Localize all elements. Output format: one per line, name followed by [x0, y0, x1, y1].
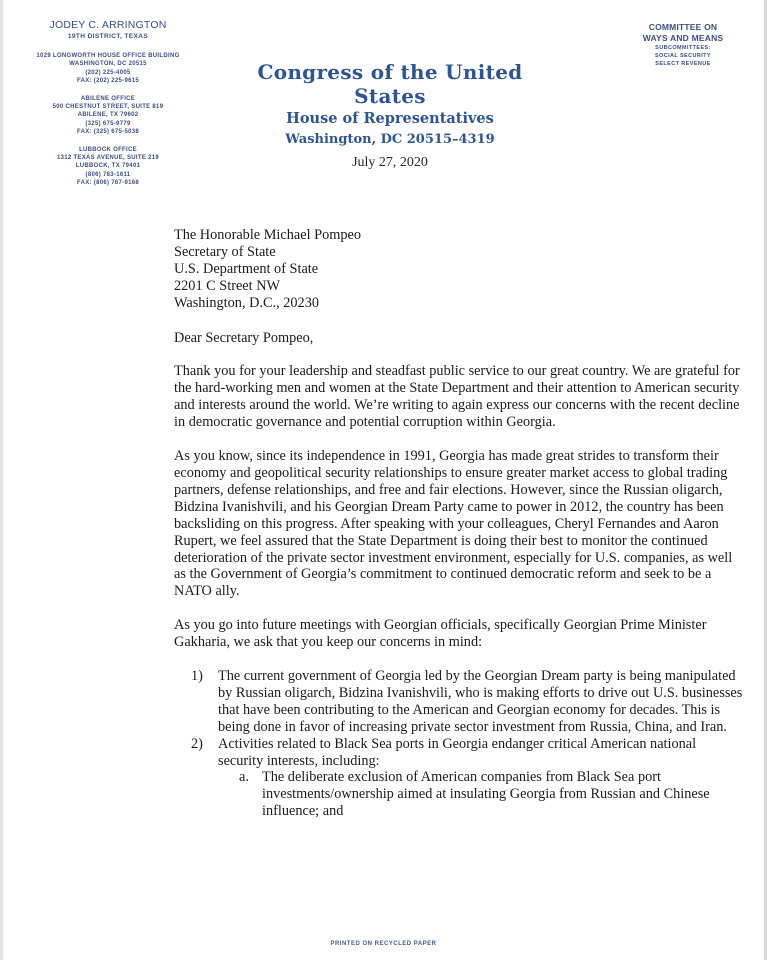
office-line: (806) 763-1611	[85, 171, 131, 178]
office-line: (202) 225-4005	[85, 69, 131, 76]
letter-body	[174, 227, 744, 820]
office-line: 500 CHESTNUT STREET, SUITE 819	[52, 104, 164, 111]
paragraph-intro: Thank you for your leadership and steadfast public service to our great country. We are grateful for the hard-working men and women at the State Department and their attention to American security and interests around the world. We’re writing to again express our concerns with the recent decline in democratic governance and potential corruption within Georgia.	[174, 363, 740, 431]
office-line: FAX: (806) 767-9168	[76, 180, 140, 187]
list-number: 1)	[191, 668, 203, 685]
sub-list-letter: a.	[239, 769, 249, 786]
subcommittee: SOCIAL SECURITY	[654, 53, 711, 59]
member-name: JODEY C. ARRINGTON	[49, 19, 167, 31]
member-district: 19TH DISTRICT, TEXAS	[67, 33, 149, 40]
paragraph-request: As you go into future meetings with Georgian officials, specifically Georgian Prime Minister Gakharia, we ask that you keep our concerns in mind:	[174, 617, 707, 651]
member-info-column	[8, 19, 208, 197]
sub-list-item-text: The deliberate exclusion of American companies from Black Sea port investments/ownership aimed at insulating Georgia from Russian and Chinese influence; and	[262, 769, 710, 820]
office-abilene	[8, 95, 208, 137]
address-line: U.S. Department of State	[174, 260, 319, 277]
subcommittee: SELECT REVENUE	[655, 61, 711, 67]
house-heading: House of Representatives	[286, 110, 494, 127]
list-item-text: Activities related to Black Sea ports in Georgia endanger critical American national security interests, including:	[218, 735, 697, 769]
list-item	[174, 668, 744, 736]
office-line: 1029 LONGWORTH HOUSE OFFICE BUILDING	[36, 53, 180, 59]
office-title: ABILENE OFFICE	[80, 95, 136, 102]
letterhead-title	[220, 60, 560, 172]
office-title: LUBBOCK OFFICE	[79, 146, 137, 153]
subcommittees-label: SUBCOMMITTEES:	[655, 45, 711, 51]
sub-list-item	[218, 769, 744, 820]
salutation: Dear Secretary Pompeo,	[174, 329, 314, 346]
recycled-paper-footer: PRINTED ON RECYCLED PAPER	[330, 941, 437, 947]
office-line: ABILENE, TX 79602	[77, 112, 139, 119]
office-lubbock	[8, 146, 208, 188]
list-item	[174, 736, 744, 821]
congress-heading: Congress of the United States	[257, 60, 523, 108]
office-line: FAX: (325) 675-5038	[76, 129, 140, 136]
office-washington	[8, 52, 208, 86]
concerns-list	[174, 668, 744, 820]
list-item-text: The current government of Georgia led by the Georgian Dream party is being manipulated by Russian oligarch, Bidzina Ivanishvili, who is making efforts to drive out U.S. businesses that have been contributing to the American and Georgian economy for decades. This is being done in favor of increasing private sector investment from Russia, China, and Iran.	[218, 668, 743, 735]
address-line: 2201 C Street NW	[174, 277, 281, 294]
committee-line: COMMITTEE ON	[648, 22, 718, 32]
office-line: WASHINGTON, DC 20515	[69, 61, 147, 68]
recipient-address	[174, 227, 744, 312]
address-line: Secretary of State	[174, 243, 276, 260]
letter-date: July 27, 2020	[352, 155, 428, 170]
address-line: The Honorable Michael Pompeo	[174, 227, 361, 243]
office-line: FAX: (202) 225-9615	[76, 78, 140, 85]
city-heading: Washington, DC 20515–4319	[285, 132, 495, 147]
list-number: 2)	[191, 735, 203, 752]
office-line: LUBBOCK, TX 79401	[75, 163, 141, 170]
committee-line: WAYS AND MEANS	[642, 33, 724, 43]
paragraph-background: As you know, since its independence in 1991, Georgia has made great strides to transform their economy and geopolitical security relationships to ensure greater market access to global trading partners, defense relationships, and free and fair elections. However, since the Russian oligarch, Bidzina Ivanishvili, and his Georgian Dream Party came to power in 2012, the country has been backsliding on this progress. After speaking with your colleagues, Cheryl Fernandes and Aaron Rupert, we feel assured that the State Department is doing their best to monitor the continued deterioration of the private sector investment environment, especially for U.S. companies, as well as the Government of Georgia’s commitment to continued democratic reform and seek to be a NATO ally.	[174, 448, 733, 600]
office-line: (325) 675-9779	[85, 120, 131, 127]
office-line: 1312 TEXAS AVENUE, SUITE 219	[56, 155, 160, 162]
committee-column	[618, 22, 748, 68]
page-edge-left	[0, 0, 3, 960]
address-line: Washington, D.C., 20230	[174, 294, 319, 311]
